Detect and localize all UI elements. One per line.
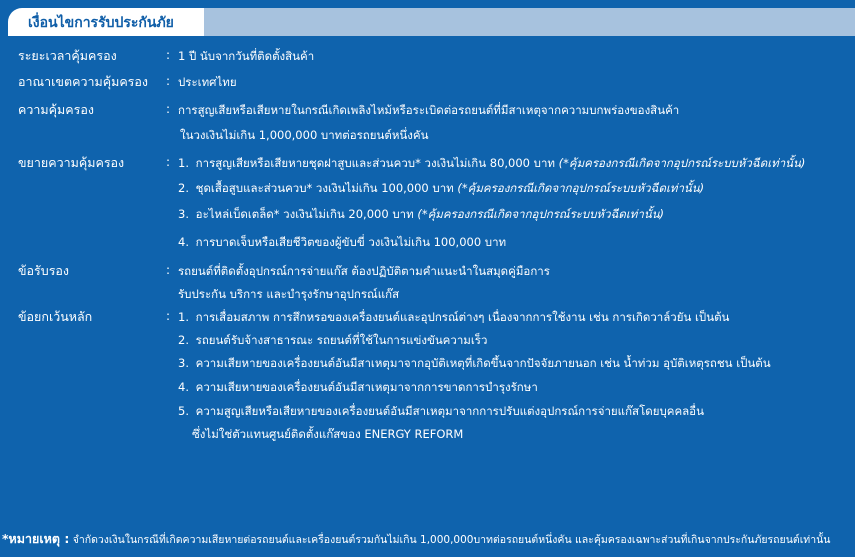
title-strip <box>204 8 855 36</box>
exclusion-item <box>178 379 538 397</box>
extension-item-text: อะไหล่เบ็ดเตล็ด* วงเงินไม่เกิน 20,000 บาท <box>195 207 414 221</box>
coverage-label: ความคุ้มครอง <box>18 102 94 117</box>
exclusion-item-number: 4. <box>178 380 189 394</box>
exclusion-item-number: 1. <box>178 310 189 324</box>
extension-item <box>178 234 506 252</box>
exclusion-item-text: ความสูญเสียหรือเสียหายของเครื่องยนต์อันมีสาเหตุมาจากการปรับแต่งอุปกรณ์การจ่ายแก๊สโดยบุคคลอื่น <box>195 404 704 418</box>
extension-item-text: การสูญเสียหรือเสียหายชุดฝาสูบและส่วนควบ* วงเงินไม่เกิน 80,000 บาท <box>195 156 555 170</box>
period-label: ระยะเวลาคุ้มครอง <box>18 48 117 63</box>
exclusions-label: ข้อยกเว้นหลัก <box>18 309 93 324</box>
exclusions-colon: : <box>166 309 171 323</box>
extension-item-number: 1. <box>178 156 189 170</box>
exclusion-item <box>178 403 704 421</box>
extension-colon: : <box>166 155 171 169</box>
exclusion-item-text: รถยนต์รับจ้างสาธารณะ รถยนต์ที่ใช้ในการแข่งขันความเร็ว <box>195 333 488 347</box>
exclusion-item <box>178 355 771 373</box>
coverage-line-2: ในวงเงินไม่เกิน 1,000,000 บาทต่อรถยนต์หนึ่งคัน <box>180 128 429 142</box>
warranty-line-2: รับประกัน บริการ และบำรุงรักษาอุปกรณ์แก๊ส <box>178 287 400 301</box>
exclusion-item-text: ความเสียหายของเครื่องยนต์อันมีสาเหตุมาจากอุบัติเหตุที่เกิดขึ้นจากปัจจัยภายนอก เช่น น้ำท่วม อุบัติเหตุรถชน เป็นต้น <box>195 356 771 370</box>
extension-item-number: 3. <box>178 207 189 221</box>
extension-item-text: การบาดเจ็บหรือเสียชีวิตของผู้ขับขี่ วงเงินไม่เกิน 100,000 บาท <box>195 235 507 249</box>
extension-label: ขยายความคุ้มครอง <box>18 155 125 170</box>
exclusion-item <box>178 309 729 327</box>
extension-item-note: (*คุ้มครองกรณีเกิดจากอุปกรณ์ระบบหัวฉีดเท่านั้น) <box>457 181 705 195</box>
footnote-text: จำกัดวงเงินในกรณีที่เกิดความเสียหายต่อรถยนต์และเครื่องยนต์รวมกันไม่เกิน 1,000,000บาทต่อรถยนต์หนึ่งคัน และคุ้มครองเฉพาะส่วนที่เกินจากประกันภัยรถยนต์เท่านั้น <box>72 534 831 546</box>
exclusion-item-number: 5. <box>178 404 189 418</box>
period-colon: : <box>166 48 171 62</box>
extension-item <box>178 155 805 173</box>
extension-item <box>178 206 664 224</box>
coverage-line-1: การสูญเสียหรือเสียหายในกรณีเกิดเพลิงไหม้หรือระเบิดต่อรถยนต์ที่มีสาเหตุจากความบกพร่องของสินค้า <box>178 103 680 117</box>
extension-item-note: (*คุ้มครองกรณีเกิดจากอุปกรณ์ระบบหัวฉีดเท่านั้น) <box>417 207 665 221</box>
warranty-label: ข้อรับรอง <box>18 263 70 278</box>
exclusion-item-number: 3. <box>178 356 189 370</box>
territory-label: อาณาเขตความคุ้มครอง <box>18 74 149 89</box>
warranty-line-1: รถยนต์ที่ติดตั้งอุปกรณ์การจ่ายแก๊ส ต้องปฏิบัติตามคำแนะนำในสมุดคู่มือการ <box>178 264 550 278</box>
exclusion-item-continuation: ซึ่งไม่ใช่ตัวแทนศูนย์ติดตั้งแก๊สของ ENERGY REFORM <box>192 427 464 441</box>
footnote <box>2 529 830 549</box>
warranty-colon: : <box>166 263 171 277</box>
page-title: เงื่อนไขการรับประกันภัย <box>28 15 174 31</box>
exclusion-item-text: การเสื่อมสภาพ การสึกหรอของเครื่องยนต์และอุปกรณ์ต่างๆ เนื่องจากการใช้งาน เช่น การเกิดวาล์วยัน เป็นต้น <box>195 310 730 324</box>
extension-item-note: (*คุ้มครองกรณีเกิดจากอุปกรณ์ระบบหัวฉีดเท่านั้น) <box>558 156 806 170</box>
exclusion-item <box>178 332 487 350</box>
exclusion-item-number: 2. <box>178 333 189 347</box>
coverage-colon: : <box>166 102 171 116</box>
period-value: 1 ปี นับจากวันที่ติดตั้งสินค้า <box>178 49 315 63</box>
title-tab <box>8 8 204 36</box>
extension-item-text: ชุดเสื้อสูบและส่วนควบ* วงเงินไม่เกิน 100,000 บาท <box>195 181 454 195</box>
extension-item-number: 4. <box>178 235 189 249</box>
exclusion-item-text: ความเสียหายของเครื่องยนต์อันมีสาเหตุมาจากการขาดการบำรุงรักษา <box>195 380 538 394</box>
extension-item <box>178 180 704 198</box>
extension-item-number: 2. <box>178 181 189 195</box>
territory-value: ประเทศไทย <box>178 75 237 89</box>
territory-colon: : <box>166 74 171 88</box>
footnote-label: *หมายเหตุ : <box>2 531 70 546</box>
